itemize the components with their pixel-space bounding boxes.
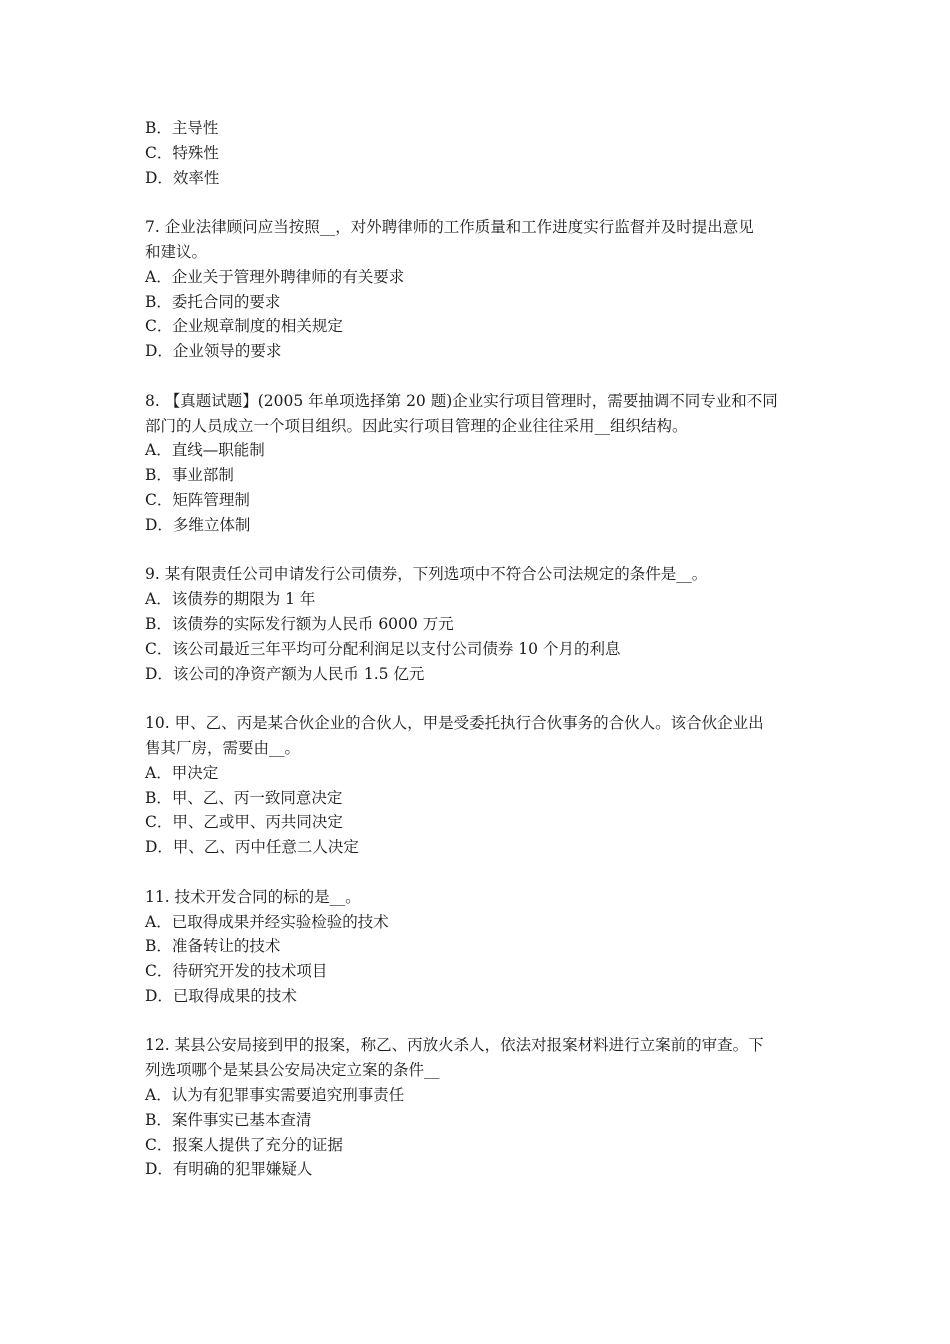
option-line: A．直线—职能制 <box>145 441 265 460</box>
option-line: C．甲、乙或甲、丙共同决定 <box>145 813 343 832</box>
option-line: C．待研究开发的技术项目 <box>145 962 328 981</box>
option-line: B．事业部制 <box>145 466 234 485</box>
option-line: B．案件事实已基本查清 <box>145 1110 312 1129</box>
option-line: A．甲决定 <box>145 763 219 782</box>
question-stem-line: 7. 企业法律顾问应当按照__，对外聘律师的工作质量和工作进度实行监督并及时提出意见 <box>145 218 754 237</box>
question-stem-line: 和建议。 <box>145 242 208 261</box>
option-line: C．企业规章制度的相关规定 <box>145 317 343 336</box>
option-line: A．已取得成果并经实验检验的技术 <box>145 912 389 931</box>
question-stem-line: 列选项哪个是某县公安局决定立案的条件__ <box>145 1061 440 1080</box>
question-11 <box>145 885 815 1009</box>
option-line: C．特殊性 <box>145 143 219 162</box>
option-line: C．报案人提供了充分的证据 <box>145 1135 343 1154</box>
option-line: D．有明确的犯罪嫌疑人 <box>145 1160 313 1179</box>
question-12 <box>145 1033 815 1182</box>
option-line: D．已取得成果的技术 <box>145 986 297 1005</box>
option-line: D．多维立体制 <box>145 515 251 534</box>
option-line: A．企业关于管理外聘律师的有关要求 <box>145 267 405 286</box>
question-stem-line: 部门的人员成立一个项目组织。因此实行项目管理的企业往往采用__组织结构。 <box>145 416 688 435</box>
option-line: C．该公司最近三年平均可分配利润足以支付公司债券 10 个月的利息 <box>145 639 621 658</box>
document-page <box>145 116 815 1182</box>
option-line: B．该债券的实际发行额为人民币 6000 万元 <box>145 614 454 633</box>
question-10 <box>145 711 815 860</box>
question-stem-line: 售其厂房，需要由__。 <box>145 738 301 757</box>
question-stem-line: 8. 【真题试题】(2005 年单项选择第 20 题)企业实行项目管理时，需要抽调不同专业和不同 <box>145 391 778 410</box>
question-stem-line: 9. 某有限责任公司申请发行公司债券，下列选项中不符合公司法规定的条件是__。 <box>145 565 708 584</box>
option-line: A．该债券的期限为 1 年 <box>145 590 316 609</box>
option-line: D．甲、乙、丙中任意二人决定 <box>145 838 359 857</box>
question-stem-line: 10. 甲、乙、丙是某合伙企业的合伙人，甲是受委托执行合伙事务的合伙人。该合伙企业出 <box>145 714 764 733</box>
option-line: D．该公司的净资产额为人民币 1.5 亿元 <box>145 664 425 683</box>
option-line: D．企业领导的要求 <box>145 342 282 361</box>
option-line: A．认为有犯罪事实需要追究刑事责任 <box>145 1086 405 1105</box>
question-9 <box>145 562 815 686</box>
option-line: B．委托合同的要求 <box>145 292 281 311</box>
intro-options <box>145 116 815 190</box>
option-line: D．效率性 <box>145 168 220 187</box>
question-stem-line: 12. 某县公安局接到甲的报案，称乙、丙放火杀人，依法对报案材料进行立案前的审查。下 <box>145 1036 764 1055</box>
question-stem-line: 11. 技术开发合同的标的是__。 <box>145 887 361 906</box>
option-line: C．矩阵管理制 <box>145 490 250 509</box>
question-8 <box>145 389 815 538</box>
option-line: B．主导性 <box>145 119 219 137</box>
option-line: B．甲、乙、丙一致同意决定 <box>145 788 343 807</box>
question-7 <box>145 215 815 364</box>
option-line: B．准备转让的技术 <box>145 937 281 956</box>
